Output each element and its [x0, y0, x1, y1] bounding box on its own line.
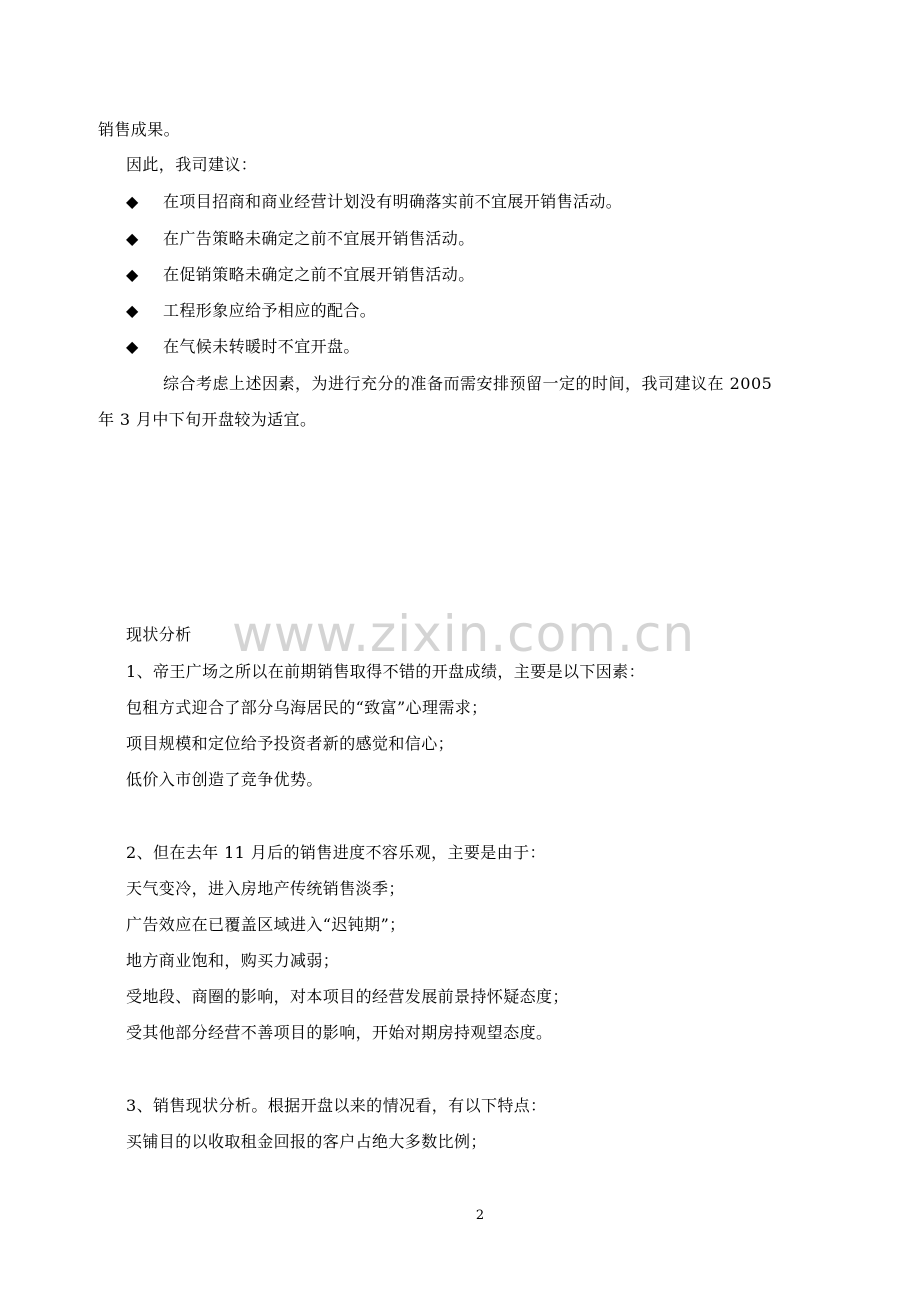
point-item: 天气变冷，进入房地产传统销售淡季； — [126, 879, 405, 898]
bullet-text: 在项目招商和商业经营计划没有明确落实前不宜展开销售活动。 — [163, 192, 623, 211]
point-item: 低价入市创造了竞争优势。 — [126, 770, 323, 789]
point-item: 地方商业饱和，购买力减弱； — [126, 951, 340, 970]
diamond-bullet-icon: ◆ — [126, 337, 139, 356]
bullet-text: 工程形象应给予相应的配合。 — [163, 301, 377, 320]
point-title: 1、帝王广场之所以在前期销售取得不错的开盘成绩，主要是以下因素： — [126, 662, 645, 681]
page-number: 2 — [475, 1208, 485, 1223]
point-item: 包租方式迎合了部分乌海居民的“致富”心理需求； — [126, 698, 488, 717]
point-item: 买铺目的以收取租金回报的客户占绝大多数比例； — [126, 1132, 487, 1151]
point-item: 项目规模和定位给予投资者新的感觉和信心； — [126, 734, 455, 753]
point-item: 受地段、商圈的影响，对本项目的经营发展前景持怀疑态度； — [126, 987, 569, 1006]
diamond-bullet-icon: ◆ — [126, 192, 139, 211]
diamond-bullet-icon: ◆ — [126, 265, 139, 284]
point-title: 3、销售现状分析。根据开盘以来的情况看，有以下特点： — [126, 1096, 547, 1115]
point-title: 2、但在去年 11 月后的销售进度不容乐观，主要是由于： — [126, 843, 546, 862]
bullet-text: 在气候未转暖时不宜开盘。 — [163, 337, 360, 356]
summary-line-2: 年 3 月中下旬开盘较为适宜。 — [98, 410, 317, 429]
section-heading: 现状分析 — [126, 625, 192, 644]
point-item: 受其他部分经营不善项目的影响，开始对期房持观望态度。 — [126, 1023, 553, 1042]
diamond-bullet-icon: ◆ — [126, 229, 139, 248]
bullet-text: 在广告策略未确定之前不宜展开销售活动。 — [163, 229, 475, 248]
summary-line-1: 综合考虑上述因素，为进行充分的准备而需安排预留一定的时间，我司建议在 2005 — [163, 374, 773, 393]
watermark: www.zixin.com.cn — [232, 605, 696, 663]
point-item: 广告效应在已覆盖区域进入“迟钝期”； — [126, 915, 406, 934]
paragraph-continuation: 销售成果。 — [98, 120, 181, 139]
recommendation-intro: 因此，我司建议： — [126, 155, 258, 174]
bullet-text: 在促销策略未确定之前不宜展开销售活动。 — [163, 265, 475, 284]
diamond-bullet-icon: ◆ — [126, 301, 139, 320]
